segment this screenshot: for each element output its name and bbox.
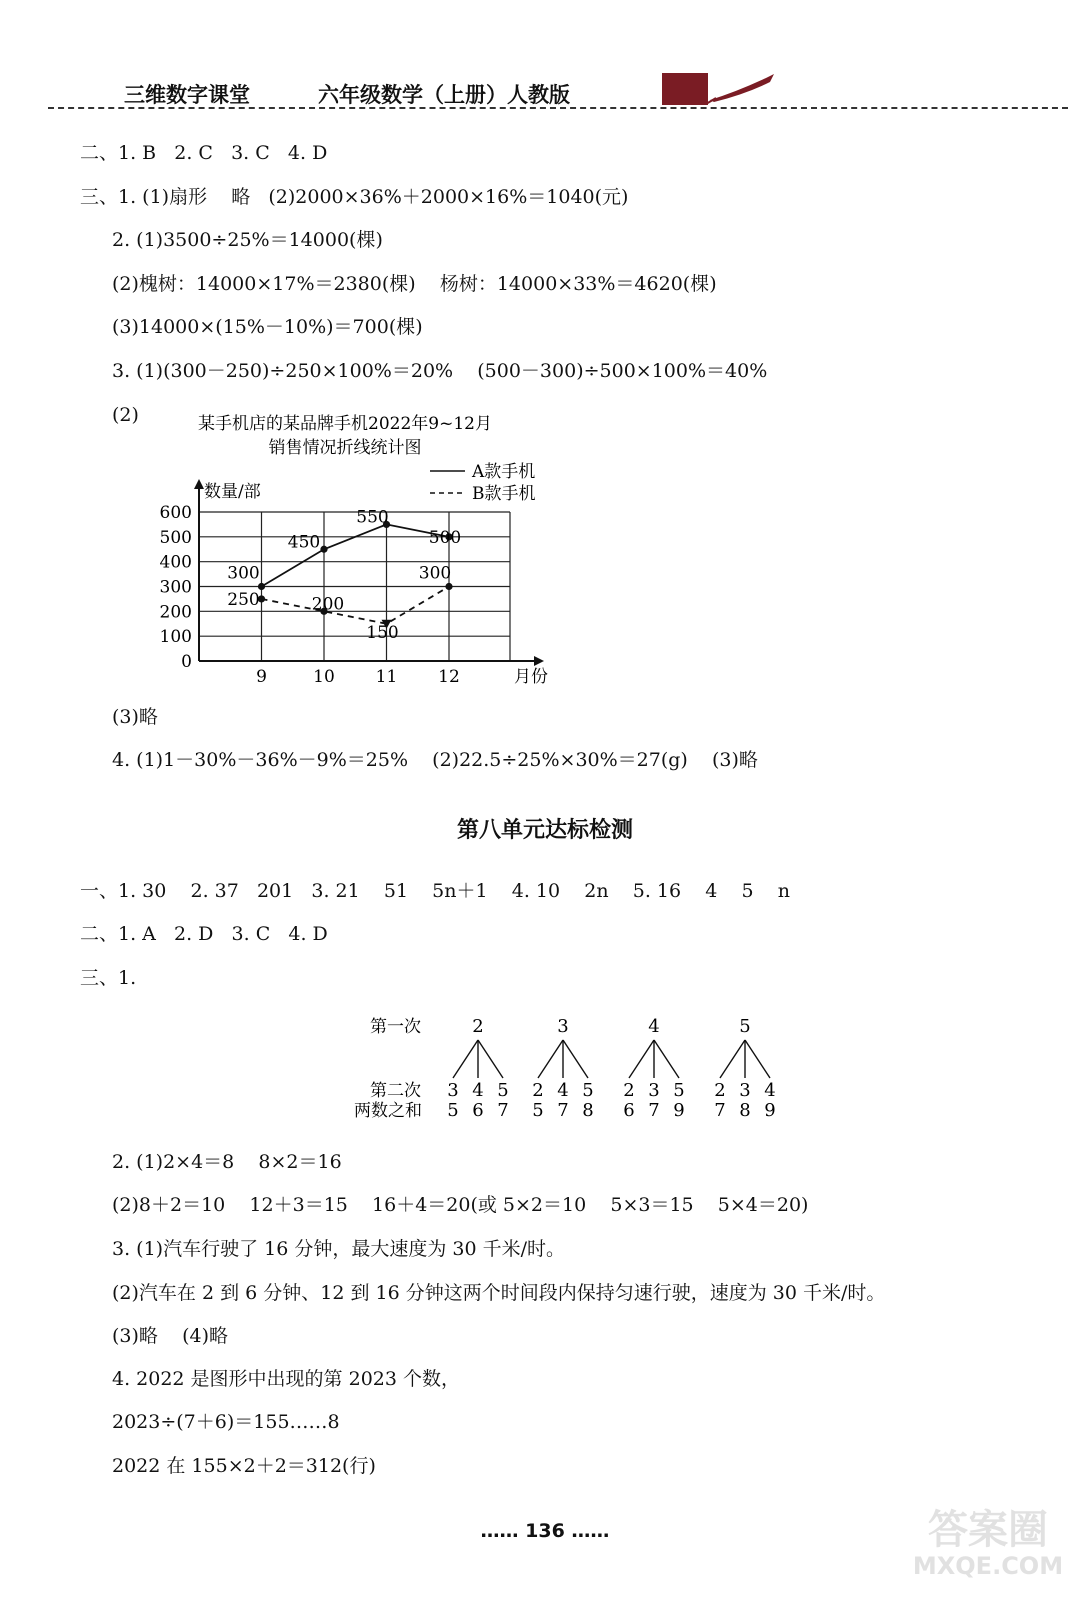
legend-label: B款手机 xyxy=(472,484,536,504)
tree-sum-number: 8 xyxy=(739,1100,751,1121)
x-tick-label: 10 xyxy=(313,667,335,687)
tree-second-number: 5 xyxy=(497,1080,509,1101)
page-number: …… 136 …… xyxy=(480,1520,610,1542)
answer-line: 2. (1)2×4＝8 8×2＝16 xyxy=(112,1151,342,1173)
tree-row-label-first: 第一次 xyxy=(370,1017,421,1037)
tree-branch xyxy=(629,1040,654,1078)
chart-subtitle: 销售情况折线统计图 xyxy=(268,438,422,458)
rocket-icon xyxy=(706,70,778,106)
answer-line: (2)槐树：14000×17%＝2380(棵) 杨树：14000×33%＝4620(棵) xyxy=(112,273,717,295)
answer-line: 三、1. (1)扇形 略 (2)2000×36%＋2000×16%＝1040(元) xyxy=(80,186,629,208)
tree-branch xyxy=(720,1040,745,1078)
data-label: 250 xyxy=(227,589,260,610)
answer-line: 3. (1)(300－250)÷250×100%＝20% (500－300)÷500×100%＝40% xyxy=(112,360,768,382)
header-series-name: 三维数字课堂 xyxy=(124,83,250,107)
data-label: 300 xyxy=(227,563,260,584)
tree-branch xyxy=(453,1040,478,1078)
data-label: 150 xyxy=(366,622,399,643)
tree-second-number: 4 xyxy=(557,1080,569,1101)
data-label: 550 xyxy=(356,507,389,528)
answer-line: 4. 2022 是图形中出现的第 2023 个数， xyxy=(112,1368,460,1390)
answer-line: 3. (1)汽车行驶了 16 分钟，最大速度为 30 千米/时。 xyxy=(112,1238,565,1260)
answer-line: 4. (1)1－30%－36%－9%＝25% (2)22.5÷25%×30%＝27(g) (3)略 xyxy=(112,749,758,771)
tree-second-number: 3 xyxy=(447,1080,459,1101)
header-divider xyxy=(48,107,1068,109)
chart-title: 某手机店的某品牌手机2022年9~12月 xyxy=(198,414,492,434)
tree-row-label-sum: 两数之和 xyxy=(354,1101,422,1121)
answer-line: (2)汽车在 2 到 6 分钟、12 到 16 分钟这两个时间段内保持匀速行驶，速度为 30 千米/时。 xyxy=(112,1282,886,1304)
answer-line: 2022 在 155×2＋2＝312(行) xyxy=(112,1455,376,1477)
tree-second-number: 3 xyxy=(648,1080,660,1101)
tree-sum-number: 5 xyxy=(532,1100,544,1121)
tree-sum-number: 8 xyxy=(582,1100,594,1121)
tree-row-label-second: 第二次 xyxy=(370,1081,421,1101)
answer-line: 二、1. B 2. C 3. C 4. D xyxy=(80,142,328,164)
tree-second-number: 2 xyxy=(532,1080,544,1101)
tree-first-number: 5 xyxy=(739,1016,751,1037)
tree-branch xyxy=(745,1040,770,1078)
tree-branch xyxy=(654,1040,679,1078)
tree-sum-number: 6 xyxy=(623,1100,635,1121)
x-tick-label: 11 xyxy=(375,667,398,687)
x-tick-label: 9 xyxy=(256,667,267,687)
tree-second-number: 3 xyxy=(739,1080,751,1101)
tree-sum-number: 6 xyxy=(472,1100,484,1121)
tree-branch xyxy=(538,1040,563,1078)
y-tick-label: 0 xyxy=(181,652,192,672)
x-tick-label: 12 xyxy=(438,667,460,687)
answer-line: 二、1. A 2. D 3. C 4. D xyxy=(80,923,328,945)
y-axis-arrow xyxy=(194,479,204,489)
tree-first-number: 4 xyxy=(648,1016,660,1037)
chart-y-axis-label: 数量/部 xyxy=(204,482,261,502)
legend-label: A款手机 xyxy=(472,462,536,482)
y-tick-label: 300 xyxy=(159,577,192,598)
tree-sum-number: 9 xyxy=(673,1100,685,1121)
answer-line: (3)略 xyxy=(112,706,158,728)
answer-line: (2)8＋2＝10 12＋3＝15 16＋4＝20(或 5×2＝10 5×3＝15 5×4＝20) xyxy=(112,1194,809,1216)
tree-second-number: 5 xyxy=(582,1080,594,1101)
header-book-title: 六年级数学（上册）人教版 xyxy=(318,83,570,107)
answer-line: 一、1. 30 2. 37 201 3. 21 51 5n＋1 4. 10 2n 5. 16 4 5 n xyxy=(80,880,790,902)
answer-line: 2. (1)3500÷25%＝14000(棵) xyxy=(112,229,383,251)
tree-sum-number: 7 xyxy=(648,1100,660,1121)
tree-sum-number: 7 xyxy=(557,1100,569,1121)
tree-second-number: 2 xyxy=(714,1080,726,1101)
y-tick-label: 400 xyxy=(159,552,192,573)
tree-second-number: 2 xyxy=(623,1080,635,1101)
data-label: 200 xyxy=(311,594,345,615)
section-title: 第八单元达标检测 xyxy=(456,818,633,843)
tree-sum-number: 5 xyxy=(447,1100,459,1121)
tree-branch xyxy=(478,1040,503,1078)
tree-first-number: 2 xyxy=(472,1016,484,1037)
watermark-logo-text: 答案圈 xyxy=(928,1507,1048,1553)
watermark-url: MXQE.COM xyxy=(912,1552,1064,1580)
answer-line: 三、1. xyxy=(80,967,137,989)
y-tick-label: 100 xyxy=(159,627,192,648)
answer-line: (3)略 (4)略 xyxy=(112,1325,228,1347)
watermark xyxy=(898,1508,1078,1580)
tree-sum-number: 7 xyxy=(497,1100,509,1121)
answer-line: (3)14000×(15%－10%)＝700(棵) xyxy=(112,316,423,338)
y-tick-label: 200 xyxy=(159,602,192,623)
data-point xyxy=(320,546,327,553)
tree-second-number: 4 xyxy=(764,1080,776,1101)
data-label: 300 xyxy=(418,563,452,584)
answer-line: (2) xyxy=(112,404,139,426)
answer-line: 2023÷(7＋6)＝155……8 xyxy=(112,1411,340,1433)
tree-sum-number: 9 xyxy=(764,1100,776,1121)
data-label: 450 xyxy=(287,532,321,553)
line-chart xyxy=(140,405,580,695)
y-tick-label: 600 xyxy=(159,503,192,523)
x-axis-arrow xyxy=(534,656,544,666)
tree-first-number: 3 xyxy=(557,1016,569,1037)
data-point xyxy=(445,583,452,590)
chart-x-axis-label: 月份 xyxy=(514,667,548,687)
data-label: 500 xyxy=(428,527,462,548)
y-tick-label: 500 xyxy=(159,527,192,548)
tree-diagram xyxy=(340,1008,800,1128)
tree-branch xyxy=(563,1040,588,1078)
tree-second-number: 4 xyxy=(472,1080,484,1101)
series-line-b xyxy=(262,587,450,624)
tree-second-number: 5 xyxy=(673,1080,685,1101)
header-logo-block xyxy=(662,73,708,105)
tree-sum-number: 7 xyxy=(714,1100,726,1121)
